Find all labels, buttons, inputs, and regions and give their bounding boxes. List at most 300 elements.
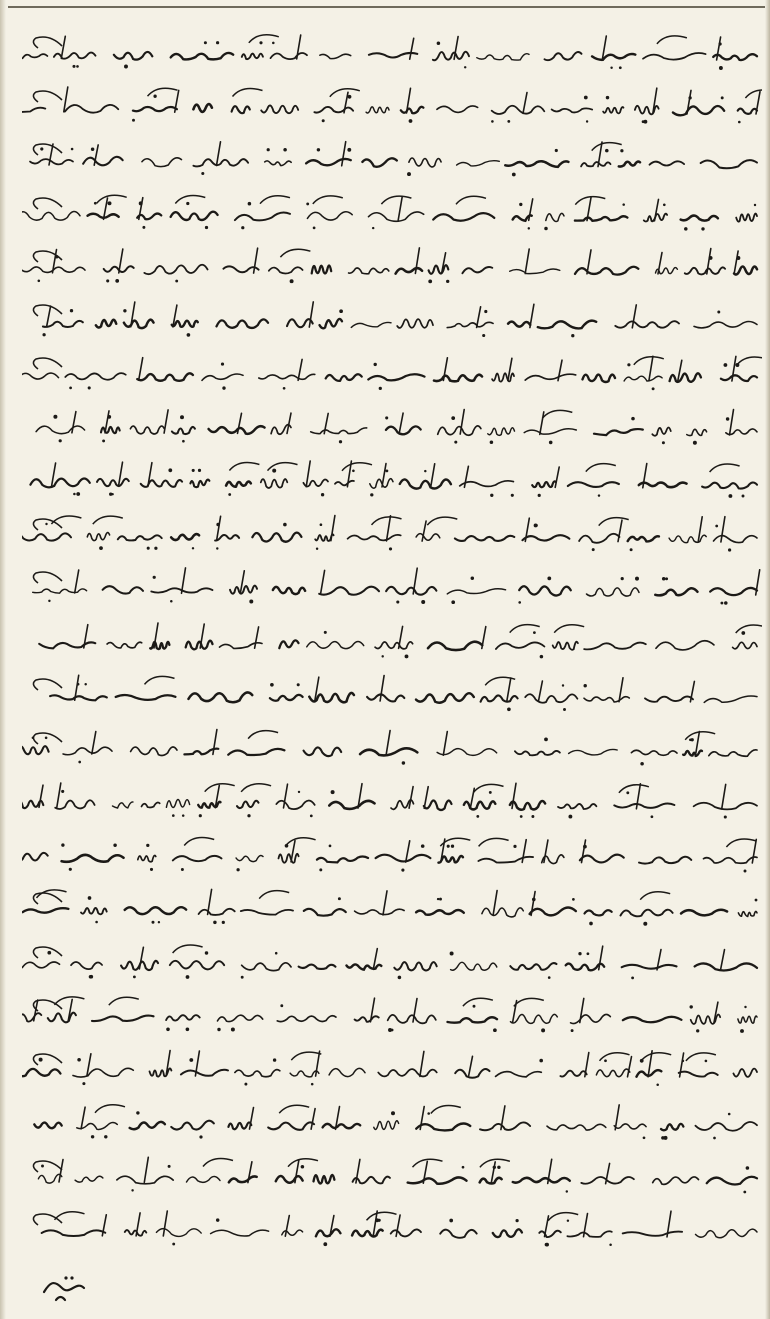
- ink-stroke: [279, 853, 299, 862]
- ink-stroke: [568, 482, 619, 487]
- manuscript-line: [22, 1152, 762, 1200]
- ink-stroke: [624, 376, 662, 381]
- ink-dot: [541, 1028, 545, 1032]
- ink-stroke: [401, 106, 424, 112]
- ink-kaf-stroke: [686, 1052, 716, 1060]
- ink-dot: [405, 654, 409, 658]
- ink-dot: [437, 42, 441, 46]
- ink-dot: [728, 548, 731, 551]
- ink-ascender: [658, 253, 662, 274]
- ink-ascender: [139, 358, 143, 380]
- ink-stroke: [434, 375, 482, 382]
- ink-stroke: [226, 482, 251, 487]
- ink-ascender: [406, 840, 410, 861]
- ink-ascender: [295, 1159, 299, 1182]
- ink-ascender: [525, 249, 529, 274]
- ink-ascender: [477, 306, 481, 327]
- ink-ascender: [238, 413, 242, 433]
- ink-dot: [555, 149, 558, 152]
- manuscript-line: [22, 1205, 762, 1253]
- ink-stroke: [335, 481, 354, 486]
- ink-dot: [493, 1165, 496, 1168]
- ink-stroke: [317, 856, 368, 862]
- ink-dot: [640, 762, 644, 766]
- ink-dot: [347, 148, 351, 152]
- manuscript-line: [22, 938, 762, 986]
- ink-stroke: [701, 160, 757, 168]
- ink-dot: [70, 309, 73, 312]
- ink-dot: [231, 1028, 235, 1032]
- ink-dot: [198, 469, 201, 472]
- ink-stroke: [622, 964, 677, 968]
- ink-dot: [247, 814, 250, 817]
- ink-margin-stroke: [33, 1214, 62, 1225]
- ink-dot: [539, 1058, 543, 1062]
- ink-stroke: [639, 483, 687, 488]
- ink-stroke: [738, 1016, 757, 1023]
- ink-ascender: [139, 947, 143, 969]
- ink-dot: [217, 1028, 220, 1031]
- ink-stroke: [375, 641, 413, 648]
- ink-stroke: [394, 962, 436, 970]
- ink-dot: [113, 843, 116, 846]
- ink-stroke: [480, 1122, 530, 1130]
- ink-dot: [746, 1166, 750, 1170]
- ink-dot: [583, 844, 587, 848]
- ink-stroke: [276, 801, 314, 810]
- ink-kaf-stroke: [260, 195, 290, 203]
- ink-ascender: [382, 464, 386, 487]
- ink-ascender: [306, 461, 310, 487]
- ink-stroke: [437, 105, 478, 111]
- ink-dot: [186, 201, 189, 204]
- ink-dot: [166, 1028, 170, 1032]
- ink-dot: [724, 815, 727, 818]
- ink-stroke: [172, 320, 198, 326]
- ink-stroke: [560, 1070, 586, 1076]
- ink-stroke: [235, 1069, 280, 1076]
- manuscript-line: [22, 1045, 762, 1093]
- ink-dot: [313, 226, 316, 229]
- ink-stroke: [558, 804, 596, 809]
- manuscript-line: [22, 777, 762, 825]
- ink-dot: [248, 201, 252, 205]
- ink-stroke: [137, 213, 161, 219]
- ink-ascender: [92, 731, 96, 753]
- ink-dot: [507, 119, 510, 122]
- ink-kaf-stroke: [173, 945, 203, 953]
- ink-stroke: [314, 106, 353, 112]
- ink-stroke: [259, 374, 315, 379]
- ink-stroke: [481, 695, 518, 701]
- ink-dot: [72, 65, 75, 68]
- ink-dot: [48, 600, 50, 602]
- ink-stroke: [438, 425, 481, 434]
- ink-stroke: [316, 1229, 341, 1236]
- ink-ascender: [558, 360, 562, 381]
- ink-stroke: [138, 855, 156, 861]
- ink-dot: [39, 1057, 43, 1061]
- ink-dot: [181, 868, 184, 871]
- ink-dot: [744, 869, 747, 872]
- ink-dot: [77, 683, 80, 686]
- ink-stroke: [36, 426, 85, 434]
- ink-ascender: [529, 198, 533, 220]
- ink-dot: [491, 120, 494, 123]
- ink-dot: [150, 867, 153, 870]
- manuscript-line: [22, 563, 762, 611]
- ink-ascender: [213, 729, 217, 754]
- ink-dot: [320, 523, 323, 526]
- ink-stroke: [190, 480, 209, 488]
- ink-dot: [586, 120, 588, 122]
- ink-ascender: [321, 570, 325, 593]
- ink-stroke: [130, 1122, 165, 1129]
- ink-dot: [513, 844, 516, 847]
- ink-ascender: [523, 92, 527, 113]
- ink-dot: [104, 1135, 107, 1138]
- ink-dot: [317, 148, 320, 151]
- ink-dot: [297, 683, 300, 686]
- ink-dot: [324, 630, 327, 633]
- ink-stroke: [22, 1013, 41, 1021]
- ink-stroke: [181, 1069, 228, 1075]
- ink-ascender: [311, 1109, 315, 1130]
- ink-dot: [204, 41, 207, 44]
- ink-stroke: [329, 801, 374, 809]
- ink-margin-stroke: [33, 305, 62, 316]
- ink-stroke: [615, 321, 679, 327]
- ink-dot: [566, 1190, 568, 1192]
- ink-stroke: [733, 642, 757, 649]
- ink-stroke: [22, 852, 48, 861]
- ink-stroke: [656, 640, 714, 649]
- ink-ascender: [399, 626, 403, 648]
- ink-dot: [153, 94, 156, 97]
- ink-stroke: [150, 641, 169, 648]
- ink-ascender: [730, 409, 734, 434]
- ink-stroke: [428, 641, 482, 649]
- ink-kaf-stroke: [685, 731, 715, 739]
- ink-stroke: [125, 907, 186, 914]
- ink-kaf-stroke: [248, 730, 278, 738]
- ink-dot: [301, 1164, 305, 1168]
- ink-stroke: [583, 375, 616, 382]
- ink-stroke: [513, 1177, 570, 1182]
- ink-dot: [310, 815, 313, 818]
- ink-dot: [743, 1190, 746, 1193]
- ink-stroke: [508, 321, 530, 326]
- ink-dot: [720, 602, 723, 605]
- ink-stroke: [30, 159, 73, 164]
- ink-dot: [59, 439, 62, 442]
- ink-stroke: [217, 319, 269, 328]
- ink-stroke: [733, 1068, 757, 1076]
- ink-stroke: [101, 426, 120, 432]
- ink-dot: [738, 120, 741, 123]
- ink-stroke: [55, 800, 94, 809]
- ink-kaf-stroke: [229, 463, 259, 471]
- ink-ascender: [615, 1105, 619, 1130]
- ink-dot: [497, 1165, 500, 1168]
- ink-stroke: [694, 803, 757, 810]
- ink-dot: [621, 577, 624, 580]
- ink-stroke: [171, 534, 199, 540]
- ink-stroke: [271, 53, 308, 59]
- ink-stroke: [92, 1016, 154, 1021]
- ink-ascender: [61, 36, 65, 58]
- ink-dot: [693, 440, 697, 444]
- ink-ascender: [580, 998, 584, 1022]
- ink-stroke: [323, 1124, 361, 1128]
- ink-dot: [273, 1058, 276, 1061]
- ink-ascender: [732, 356, 736, 381]
- ink-stroke: [171, 1121, 214, 1130]
- ink-dot: [454, 440, 457, 443]
- ink-dot: [490, 494, 493, 497]
- ink-dot: [205, 225, 208, 228]
- ink-dot: [192, 469, 195, 472]
- ink-dot: [199, 814, 202, 817]
- ink-dot: [136, 1111, 139, 1114]
- ink-dot: [682, 1059, 685, 1062]
- ink-stroke: [673, 105, 724, 114]
- ink-dot: [547, 577, 551, 581]
- ink-dot: [222, 921, 225, 924]
- ink-dot: [533, 631, 536, 634]
- ink-dot: [398, 975, 402, 979]
- ink-dot: [201, 172, 204, 175]
- ink-stroke: [199, 909, 235, 915]
- ink-dot: [507, 707, 511, 711]
- ink-stroke: [228, 1122, 251, 1129]
- ink-dot: [381, 655, 383, 657]
- ink-dot: [385, 416, 388, 419]
- ink-stroke: [187, 1176, 221, 1182]
- ink-ascender: [119, 249, 123, 273]
- ink-stroke: [704, 696, 757, 702]
- ink-stroke: [596, 1069, 629, 1077]
- ink-kaf-stroke: [268, 463, 298, 471]
- ink-dot: [40, 147, 43, 150]
- ink-dot: [640, 1058, 644, 1062]
- ink-dot: [696, 1029, 699, 1032]
- ink-stroke: [547, 1124, 606, 1130]
- ink-stroke: [546, 213, 564, 221]
- ink-dot: [132, 118, 135, 121]
- catchword-handwriting: [32, 1270, 92, 1310]
- manuscript-line: [22, 884, 762, 932]
- ink-ascender: [163, 1211, 167, 1236]
- ink-dot: [205, 951, 208, 954]
- ink-stroke: [362, 158, 396, 166]
- ink-ascender: [331, 515, 335, 540]
- ink-dot: [216, 1218, 219, 1221]
- ink-dot: [186, 975, 190, 979]
- ink-stroke: [103, 586, 143, 593]
- ink-stroke: [447, 322, 493, 327]
- ink-dot: [329, 844, 332, 847]
- ink-dot: [630, 548, 633, 551]
- ink-dot: [41, 1164, 44, 1167]
- ink-kaf-stroke: [342, 463, 372, 471]
- ink-dot: [374, 363, 377, 366]
- ink-stroke: [679, 1071, 718, 1076]
- ink-dot: [396, 600, 399, 603]
- ink-ascender: [587, 250, 591, 274]
- ink-dot: [319, 868, 322, 871]
- ink-ascender: [655, 199, 659, 220]
- ink-dot: [589, 922, 593, 926]
- ink-kaf-stroke: [736, 625, 762, 633]
- ink-dot: [421, 844, 425, 848]
- ink-dot: [635, 577, 639, 581]
- ink-stroke: [22, 533, 71, 540]
- ink-stroke: [448, 1017, 498, 1022]
- ink-dot: [549, 440, 553, 444]
- ink-dot: [73, 493, 76, 496]
- ink-dot: [451, 844, 454, 847]
- ink-kaf-stroke: [456, 196, 486, 204]
- ink-stroke: [510, 801, 545, 810]
- ink-ascender: [297, 35, 301, 59]
- ink-ascender: [410, 38, 414, 59]
- manuscript-line: [22, 724, 762, 772]
- ink-stroke: [433, 213, 494, 221]
- ink-dot: [563, 708, 566, 711]
- ink-stroke: [510, 269, 560, 274]
- ink-dot: [421, 600, 425, 604]
- ink-stroke: [133, 107, 177, 111]
- ink-stroke: [695, 1122, 757, 1131]
- ink-stroke: [170, 960, 224, 969]
- manuscript-line: [22, 991, 762, 1039]
- ink-dot: [348, 94, 352, 98]
- ink-kaf-stroke: [259, 891, 289, 899]
- ink-stroke: [585, 910, 612, 915]
- ink-stroke: [714, 535, 758, 542]
- ink-dot: [61, 843, 64, 846]
- ink-kaf-stroke: [431, 1106, 461, 1114]
- ink-dot: [172, 1243, 175, 1246]
- ink-dot: [584, 684, 587, 687]
- ink-stroke: [171, 53, 234, 60]
- ink-dot: [512, 173, 516, 177]
- ink-dot: [490, 440, 494, 444]
- ink-dot: [471, 576, 474, 579]
- ink-stroke: [429, 265, 449, 274]
- ink-dot: [124, 65, 128, 69]
- ink-stroke: [581, 1177, 634, 1184]
- ink-dot: [464, 66, 466, 68]
- ink-stroke: [355, 1016, 379, 1022]
- manuscript-line: [22, 296, 762, 344]
- ink-kaf-stroke: [548, 1213, 578, 1221]
- ink-ascender: [734, 251, 738, 274]
- ink-stroke: [386, 426, 421, 434]
- ink-stroke: [510, 963, 556, 970]
- ink-stroke: [166, 1015, 200, 1020]
- ink-margin-stroke: [33, 679, 62, 690]
- ink-dot: [741, 631, 745, 635]
- ink-stroke: [478, 856, 533, 862]
- ink-stroke: [107, 642, 142, 648]
- ink-kaf-stroke: [514, 998, 544, 1006]
- ink-kaf-stroke: [710, 464, 740, 472]
- manuscript-line: [22, 831, 762, 879]
- ink-dot: [665, 577, 668, 580]
- ink-stroke: [710, 588, 757, 595]
- ink-stroke: [575, 267, 638, 275]
- ink-stroke: [433, 52, 469, 61]
- ink-dot: [473, 1005, 476, 1008]
- ink-stroke: [193, 104, 212, 112]
- ink-stroke: [312, 266, 332, 274]
- ink-dot: [88, 896, 92, 900]
- ink-stroke: [311, 427, 367, 433]
- ink-kaf-stroke: [279, 1105, 309, 1113]
- ink-dot: [186, 1027, 190, 1031]
- ink-stroke: [218, 1015, 263, 1021]
- ink-stroke: [73, 1068, 133, 1077]
- ink-dot: [401, 868, 404, 871]
- page-left-edge: [0, 0, 6, 1319]
- ink-stroke: [400, 479, 451, 488]
- ink-ascender: [464, 466, 468, 487]
- ink-stroke: [268, 1122, 314, 1129]
- ink-dot: [216, 41, 219, 44]
- ink-stroke: [290, 1070, 319, 1076]
- ink-dot: [53, 414, 57, 418]
- ink-dot: [451, 600, 455, 604]
- ink-dot: [280, 1004, 283, 1007]
- ink-ascender: [618, 520, 622, 542]
- ink-dot: [476, 815, 479, 818]
- ink-stroke: [193, 159, 248, 166]
- ink-kaf-stroke: [233, 88, 263, 96]
- ink-stroke: [172, 426, 195, 433]
- ink-stroke: [416, 1124, 470, 1131]
- ink-stroke: [48, 1013, 76, 1023]
- ink-dot: [170, 600, 173, 603]
- ink-stroke: [367, 694, 404, 701]
- ink-dot: [77, 1058, 81, 1062]
- ink-dot: [89, 974, 93, 978]
- ink-dot: [180, 415, 184, 419]
- ink-margin-stroke: [33, 251, 62, 262]
- ink-stroke: [276, 1176, 303, 1183]
- ink-kaf-stroke: [330, 88, 360, 96]
- ink-dot: [146, 843, 149, 846]
- ink-margin-stroke: [33, 144, 62, 155]
- ink-dot: [462, 1165, 465, 1168]
- ink-stroke: [376, 854, 431, 861]
- ink-stroke: [242, 54, 263, 59]
- ink-dot: [391, 1111, 395, 1115]
- ink-stroke: [273, 587, 305, 594]
- ink-dot: [724, 363, 728, 367]
- ink-dot: [626, 791, 629, 794]
- ink-dot: [199, 1135, 202, 1138]
- ink-stroke: [131, 746, 177, 754]
- ink-stroke: [114, 52, 152, 60]
- ink-kaf-stroke: [427, 517, 457, 525]
- ink-dot: [331, 790, 335, 794]
- ink-stroke: [388, 1015, 436, 1024]
- ink-dot: [311, 1082, 314, 1085]
- ink-dot: [213, 921, 216, 924]
- ink-dot: [627, 363, 630, 366]
